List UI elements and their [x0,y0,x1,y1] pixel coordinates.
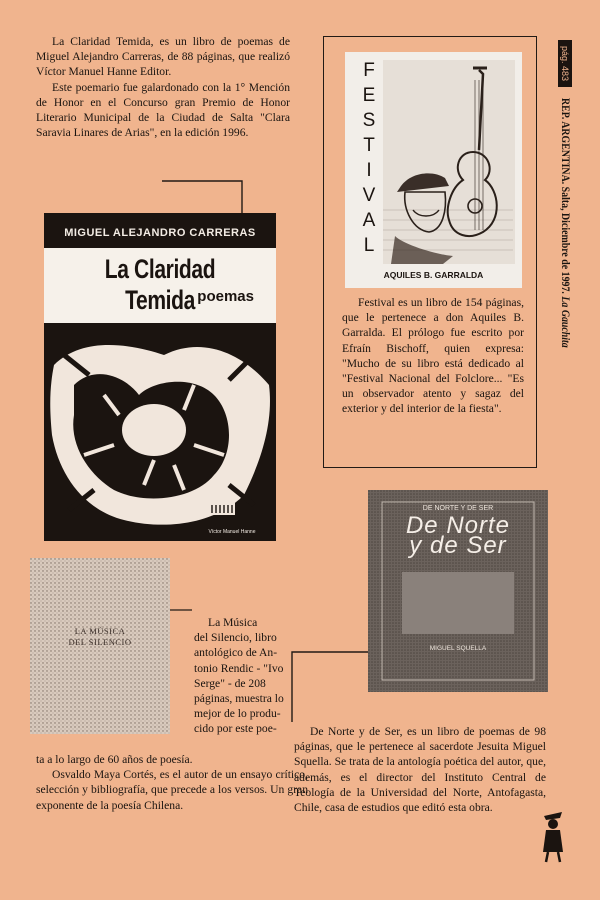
article-paragraph: La Claridad Temida, es un libro de poemas de Miguel Alejandro Carreras, de 88 páginas, que realizó Víctor Manuel Hanne Editor. [36,35,290,79]
magazine-logo: La Gauchita [559,296,571,348]
article-line: Serge" - de 208 [194,676,266,690]
cover-title: La Claridad Temida [104,254,216,315]
article-line: del Silencio, libro [194,631,277,645]
article-paragraph: Festival es un libro de 154 páginas, que le pertenece a don Aquiles B. Garralda. El prólogo fue escrito por Efraín Bischoff, quien expresa: "Mucho de su libro está dedicado al "Festival Nacional del Folclore... "Es un observador atento y sagaz del exterior y del interior de la fiesta". [342,296,524,416]
book-cover-de-norte-y-de-ser [368,490,548,692]
article-musica-silencio [194,615,312,737]
cover-vertical-title: F E S T I V A L [362,60,376,256]
article-line: antológico de An- [194,646,278,660]
article-musica-silencio-cont [36,752,308,813]
article-festival [342,295,524,417]
article-line: mejor de lo produ- [194,707,281,721]
book-cover-musica-silencio [30,558,170,734]
article-claridad-temida [36,34,290,140]
header-location-date: REP. ARGENTINA. Salta, Diciembre de 1997. La Gauchita [559,97,571,348]
article-paragraph: Osvaldo Maya Cortés, es el autor de un ensayo crítico, selección y bibliografía, que precede a los versos. Un gran exponente de la poesía Chilena. [36,768,308,812]
article-paragraph: Este poemario fue galardonado con la 1° Mención de Honor en el Concurso gran Premio de Honor Literario Municipal de la Ciudad de Salta "Clara Saravia Linares de Arias", en la edición 1996. [36,80,290,140]
article-line: tonio Rendic - "Ivo [194,661,284,675]
book-cover-claridad-temida [44,213,276,541]
cover-title: LA MÚSICA DEL SILENCIO [68,626,132,647]
article-line: cido por este poe- [194,722,277,736]
cover-author: MIGUEL SQUELLA [429,645,487,652]
article-line: páginas, muestra lo [194,692,284,706]
cover-illustration [383,60,515,264]
gaucho-mascot-icon [540,806,566,864]
article-line: La Música [208,616,258,629]
cover-top-text: DE NORTE Y DE SER [422,505,494,512]
cover-publisher: Víctor Manuel Hanne [208,529,256,535]
cover-author: AQUILES B. GARRALDA [383,270,484,280]
page-number: pág. 483 [558,40,572,87]
side-running-header [556,40,574,560]
book-cover-festival [345,52,522,288]
article-paragraph: De Norte y de Ser, es un libro de poemas de 98 páginas, que le pertenece al sacerdote Jesuita Miguel Squella. Se trata de la antología poética del autor, que, además, es el director del Instituto Central de Teología de la Universidad del Norte, Antofagasta, Chile, casa de estudios que editó esta obra. [294,725,546,815]
cover-author: MIGUEL ALEJANDRO CARRERAS [64,227,256,239]
cover-artwork [44,325,276,541]
article-de-norte-y-de-ser [294,724,546,815]
article-line: ta a lo largo de 60 años de poesía. [36,753,193,766]
cover-title: De Norte y de Ser [405,512,511,559]
cover-subtitle: poemas [197,288,254,305]
